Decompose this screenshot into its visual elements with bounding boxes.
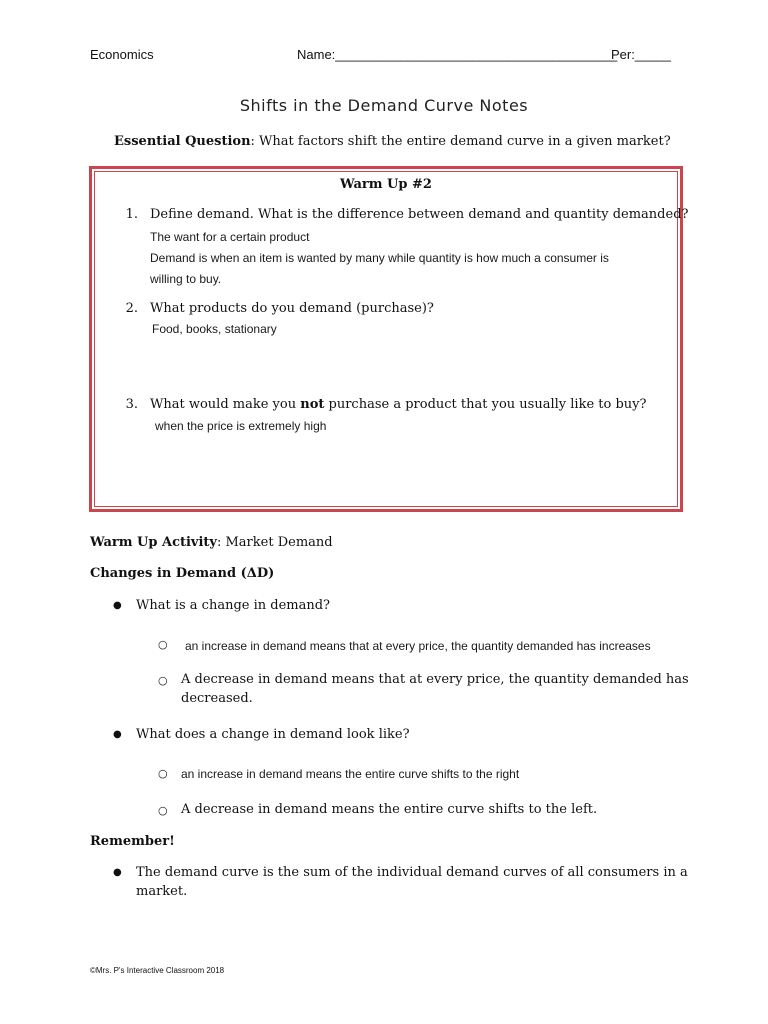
answer-line[interactable]: an increase in demand means that at every price, the quantity demanded has increases [185, 639, 651, 653]
answer-line[interactable]: willing to buy. [150, 272, 222, 286]
sub-bullet-circle-icon: ○ [158, 674, 168, 687]
answer-line[interactable]: Food, books, stationary [152, 322, 277, 336]
page-title: Shifts in the Demand Curve Notes [239, 96, 529, 115]
question-number: 3. [125, 397, 138, 412]
sub-bullet-text: A decrease in demand means that at every price, the quantity demanded has [181, 672, 689, 687]
answer-line[interactable]: Demand is when an item is wanted by many while quantity is how much a consumer is [150, 251, 609, 265]
remember-text: The demand curve is the sum of the individual demand curves of all consumers in a [136, 865, 688, 880]
question-text-part: What would make you [150, 397, 301, 412]
question-text [150, 397, 646, 412]
sub-bullet-text: A decrease in demand means the entire curve shifts to the left. [181, 802, 598, 817]
sub-bullet-circle-icon: ○ [158, 767, 168, 780]
changes-heading: Changes in Demand (ΔD) [90, 566, 275, 581]
activity-text: : Market Demand [216, 535, 333, 550]
question-text-part: purchase a product that you usually like to buy? [324, 397, 647, 412]
copyright-footer: ©Mrs. P's Interactive Classroom 2018 [90, 966, 225, 975]
answer-line[interactable]: The want for a certain product [150, 230, 310, 244]
essential-question-text: : What factors shift the entire demand curve in a given market? [250, 134, 671, 149]
essential-question-label: Essential Question [114, 134, 251, 149]
sub-bullet-circle-icon: ○ [158, 638, 168, 651]
bullet-dot-icon: ● [113, 867, 122, 878]
warm-up-activity [90, 535, 333, 550]
period-field[interactable]: Per:_____ [611, 47, 671, 62]
remember-text: market. [136, 884, 188, 899]
sub-bullet-text: decreased. [181, 691, 253, 706]
question-text-emphasis: not [300, 397, 325, 412]
question-text: Define demand. What is the difference between demand and quantity demanded? [150, 207, 689, 222]
bullet-text: What is a change in demand? [136, 598, 331, 613]
remember-heading: Remember! [90, 834, 175, 849]
name-field[interactable]: Name:_______________________________________ [297, 47, 618, 62]
answer-line[interactable]: when the price is extremely high [155, 419, 327, 433]
bullet-dot-icon: ● [113, 729, 122, 740]
question-number: 2. [125, 301, 138, 316]
essential-question [114, 134, 671, 149]
bullet-text: What does a change in demand look like? [136, 727, 410, 742]
activity-label: Warm Up Activity [90, 535, 217, 550]
answer-line[interactable]: an increase in demand means the entire curve shifts to the right [181, 767, 520, 781]
sub-bullet-circle-icon: ○ [158, 804, 168, 817]
question-number: 1. [125, 207, 138, 222]
bullet-dot-icon: ● [113, 600, 122, 611]
question-text: What products do you demand (purchase)? [150, 301, 434, 316]
subject-label: Economics [90, 47, 154, 62]
warm-up-title: Warm Up #2 [340, 177, 432, 192]
